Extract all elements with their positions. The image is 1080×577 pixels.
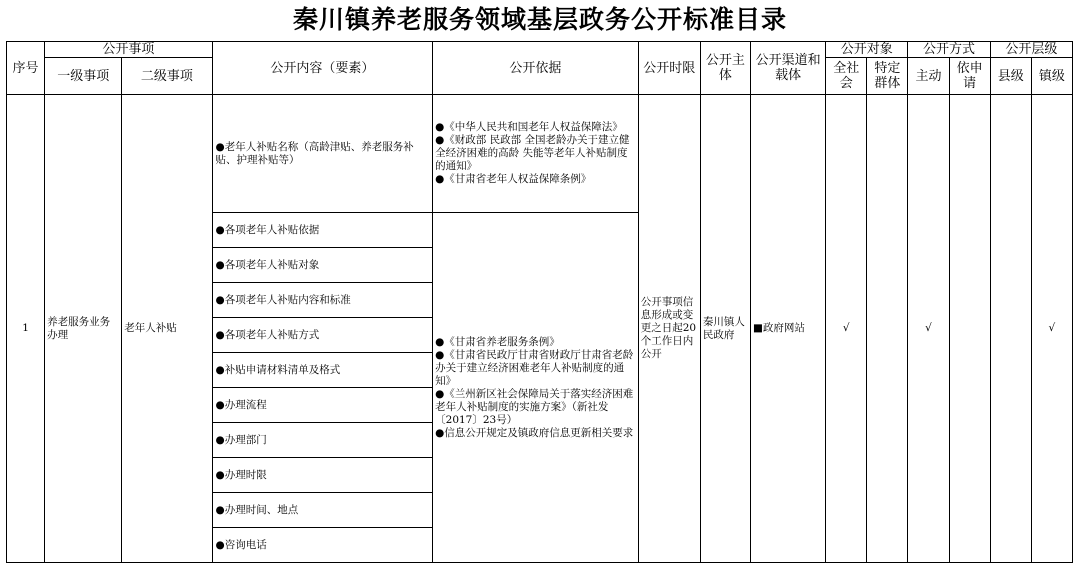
header-time-limit: 公开时限: [638, 42, 700, 95]
basis-group-1: [433, 95, 639, 213]
basis-line: ●《甘肃省养老服务条例》: [435, 335, 560, 348]
basis-line: ●《甘肃省老年人权益保障条例》: [435, 173, 592, 185]
header-mode: 公开方式: [908, 42, 990, 58]
header-county: 县级: [990, 58, 1031, 95]
header-level1: 一级事项: [45, 58, 122, 95]
cell-time-limit: 公开事项信息形成或变更之日起20个工作日内公开: [638, 95, 700, 563]
cell-whole-society: √: [826, 95, 867, 563]
header-basis: 公开依据: [433, 42, 639, 95]
header-on-request: 依申请: [949, 58, 990, 95]
content-item: ●补贴申请材料清单及格式: [212, 353, 433, 388]
content-item: ●咨询电话: [212, 528, 433, 563]
cell-level2: 老年人补贴: [122, 95, 212, 563]
basis-line: ●《甘肃省民政厅甘肃省财政厅甘肃省老龄办关于建立经济困难老年人补贴制度的通知》: [435, 348, 634, 387]
header-target: 公开对象: [826, 42, 908, 58]
basis-line: ●《财政部 民政部 全国老龄办关于建立健全经济困难的高龄 失能等老年人补贴制度的通知》: [435, 134, 630, 172]
cell-level1: 养老服务业务办理: [45, 95, 122, 563]
cell-active: √: [908, 95, 949, 563]
document-title: 秦川镇养老服务领域基层政务公开标准目录: [292, 5, 787, 34]
content-item: ●各项老年人补贴依据: [212, 213, 433, 248]
header-content: 公开内容（要素）: [212, 42, 433, 95]
cell-channel: ■政府网站: [750, 95, 825, 563]
cell-seq: 1: [7, 95, 45, 563]
basis-line: ●《中华人民共和国老年人权益保障法》: [435, 121, 623, 133]
header-specific-group: 特定群体: [867, 58, 908, 95]
cell-town: √: [1031, 95, 1072, 563]
content-item: ●办理时限: [212, 458, 433, 493]
content-item: ●办理时间、地点: [212, 493, 433, 528]
header-level: 公开层级: [990, 42, 1072, 58]
content-item: ●老年人补贴名称（高龄津贴、养老服务补贴、护理补贴等）: [212, 95, 433, 213]
cell-specific-group: [867, 95, 908, 563]
header-active: 主动: [908, 58, 949, 95]
cell-county: [990, 95, 1031, 563]
content-item: ●办理流程: [212, 388, 433, 423]
content-item: ●各项老年人补贴内容和标准: [212, 283, 433, 318]
header-level2: 二级事项: [122, 58, 212, 95]
header-subject: 公开主体: [700, 42, 750, 95]
basis-group-2: [433, 213, 639, 563]
cell-on-request: [949, 95, 990, 563]
header-channel: 公开渠道和载体: [750, 42, 825, 95]
header-public-items: 公开事项: [45, 42, 212, 58]
header-town: 镇级: [1031, 58, 1072, 95]
cell-subject: 秦川镇人民政府: [700, 95, 750, 563]
content-item: ●办理部门: [212, 423, 433, 458]
disclosure-table: [6, 41, 1073, 563]
content-item: ●各项老年人补贴对象: [212, 248, 433, 283]
header-whole-society: 全社会: [826, 58, 867, 95]
basis-line: ●《兰州新区社会保障局关于落实经济困难老年人补贴制度的实施方案》（新社发〔2017〕23号）: [435, 387, 634, 426]
basis-line: ●信息公开规定及镇政府信息更新相关要求: [435, 426, 634, 439]
header-seq: 序号: [7, 42, 45, 95]
content-item: ●各项老年人补贴方式: [212, 318, 433, 353]
